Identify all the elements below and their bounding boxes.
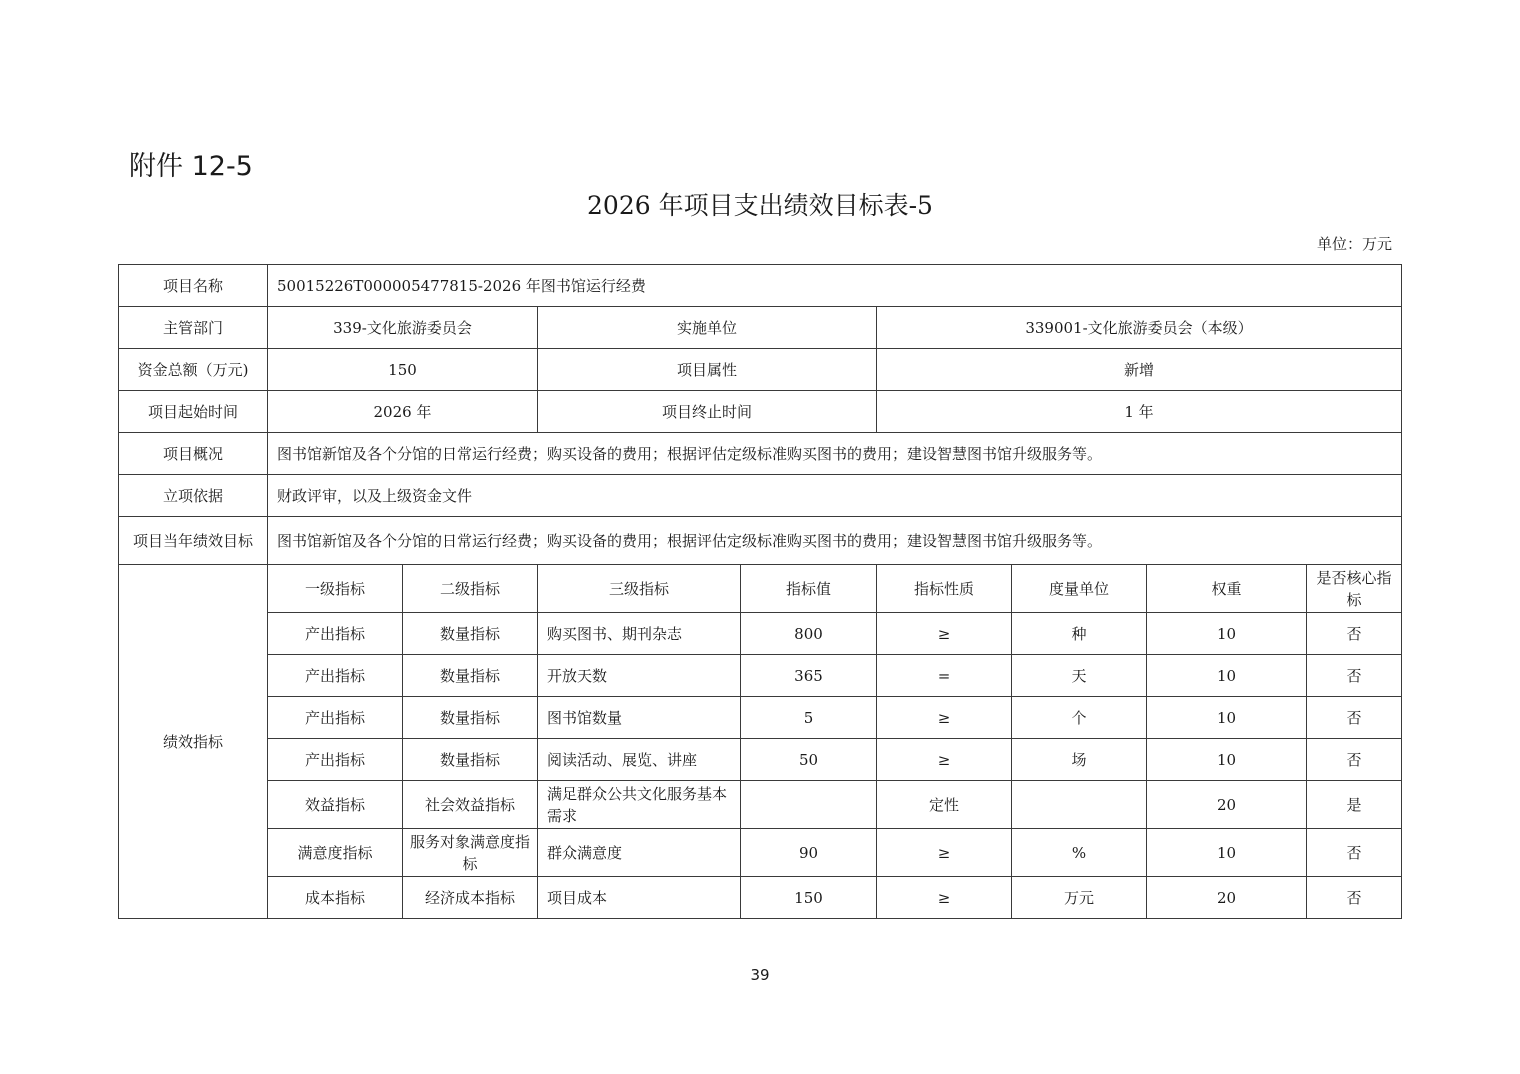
level2-cell: 社会效益指标	[403, 781, 538, 829]
project-name-value: 50015226T000005477815-2026 年图书馆运行经费	[268, 265, 1402, 307]
nature-cell: =	[877, 655, 1012, 697]
unit-cell: 天	[1012, 655, 1147, 697]
level1-cell: 产出指标	[268, 655, 403, 697]
end-value: 1 年	[877, 391, 1402, 433]
level3-cell: 开放天数	[538, 655, 741, 697]
core-cell: 否	[1307, 655, 1402, 697]
nature-cell: ≥	[877, 877, 1012, 919]
level1-cell: 满意度指标	[268, 829, 403, 877]
funds-value: 150	[268, 349, 538, 391]
level3-cell: 群众满意度	[538, 829, 741, 877]
row-dept	[119, 307, 1402, 349]
weight-cell: 20	[1147, 781, 1307, 829]
level2-cell: 服务对象满意度指标	[403, 829, 538, 877]
row-overview	[119, 433, 1402, 475]
header-level3: 三级指标	[538, 565, 741, 613]
level3-cell: 项目成本	[538, 877, 741, 919]
nature-cell: ≥	[877, 829, 1012, 877]
weight-cell: 10	[1147, 613, 1307, 655]
nature-cell: 定性	[877, 781, 1012, 829]
nature-cell: ≥	[877, 739, 1012, 781]
core-cell: 否	[1307, 613, 1402, 655]
row-goal	[119, 517, 1402, 565]
level2-cell: 数量指标	[403, 697, 538, 739]
level3-cell: 图书馆数量	[538, 697, 741, 739]
unit-cell: %	[1012, 829, 1147, 877]
weight-cell: 10	[1147, 697, 1307, 739]
weight-cell: 20	[1147, 877, 1307, 919]
impl-value: 339001-文化旅游委员会（本级）	[877, 307, 1402, 349]
level1-cell: 产出指标	[268, 613, 403, 655]
level3-cell: 阅读活动、展览、讲座	[538, 739, 741, 781]
core-cell: 否	[1307, 739, 1402, 781]
header-level1: 一级指标	[268, 565, 403, 613]
header-weight: 权重	[1147, 565, 1307, 613]
value-cell: 50	[741, 739, 877, 781]
level2-cell: 数量指标	[403, 655, 538, 697]
table-row	[119, 877, 1402, 919]
value-cell: 150	[741, 877, 877, 919]
level1-cell: 产出指标	[268, 697, 403, 739]
weight-cell: 10	[1147, 655, 1307, 697]
project-name-label: 项目名称	[119, 265, 268, 307]
core-cell: 是	[1307, 781, 1402, 829]
table-row	[119, 739, 1402, 781]
value-cell: 365	[741, 655, 877, 697]
overview-value: 图书馆新馆及各个分馆的日常运行经费；购买设备的费用；根据评估定级标准购买图书的费用；建设智慧图书馆升级服务等。	[268, 433, 1402, 475]
level3-cell: 满足群众公共文化服务基本需求	[538, 781, 741, 829]
page-number: 39	[750, 966, 770, 984]
value-cell: 5	[741, 697, 877, 739]
row-time	[119, 391, 1402, 433]
unit-cell	[1012, 781, 1147, 829]
level2-cell: 数量指标	[403, 739, 538, 781]
start-value: 2026 年	[268, 391, 538, 433]
weight-cell: 10	[1147, 739, 1307, 781]
overview-label: 项目概况	[119, 433, 268, 475]
table-row	[119, 655, 1402, 697]
level1-cell: 产出指标	[268, 739, 403, 781]
row-basis	[119, 475, 1402, 517]
unit-label: 单位：万元	[1316, 235, 1392, 253]
header-core: 是否核心指标	[1307, 565, 1402, 613]
nature-cell: ≥	[877, 697, 1012, 739]
weight-cell: 10	[1147, 829, 1307, 877]
table-row	[119, 697, 1402, 739]
attr-label: 项目属性	[538, 349, 877, 391]
unit-cell: 种	[1012, 613, 1147, 655]
level2-cell: 数量指标	[403, 613, 538, 655]
goal-label: 项目当年绩效目标	[119, 517, 268, 565]
funds-label: 资金总额（万元)	[119, 349, 268, 391]
unit-cell: 场	[1012, 739, 1147, 781]
performance-table	[118, 264, 1402, 919]
level2-cell: 经济成本指标	[403, 877, 538, 919]
level1-cell: 效益指标	[268, 781, 403, 829]
attr-value: 新增	[877, 349, 1402, 391]
end-label: 项目终止时间	[538, 391, 877, 433]
table-row	[119, 781, 1402, 829]
header-nature: 指标性质	[877, 565, 1012, 613]
start-label: 项目起始时间	[119, 391, 268, 433]
core-cell: 否	[1307, 829, 1402, 877]
nature-cell: ≥	[877, 613, 1012, 655]
core-cell: 否	[1307, 877, 1402, 919]
goal-value: 图书馆新馆及各个分馆的日常运行经费；购买设备的费用；根据评估定级标准购买图书的费用；建设智慧图书馆升级服务等。	[268, 517, 1402, 565]
header-unit: 度量单位	[1012, 565, 1147, 613]
table-row	[119, 829, 1402, 877]
row-funds	[119, 349, 1402, 391]
perf-header-row	[119, 565, 1402, 613]
perf-label: 绩效指标	[119, 565, 268, 919]
dept-value: 339-文化旅游委员会	[268, 307, 538, 349]
table-row	[119, 613, 1402, 655]
impl-label: 实施单位	[538, 307, 877, 349]
basis-label: 立项依据	[119, 475, 268, 517]
header-value: 指标值	[741, 565, 877, 613]
header-level2: 二级指标	[403, 565, 538, 613]
value-cell	[741, 781, 877, 829]
page-title: 2026 年项目支出绩效目标表-5	[587, 191, 933, 220]
dept-label: 主管部门	[119, 307, 268, 349]
value-cell: 800	[741, 613, 877, 655]
level3-cell: 购买图书、期刊杂志	[538, 613, 741, 655]
value-cell: 90	[741, 829, 877, 877]
unit-cell: 万元	[1012, 877, 1147, 919]
level1-cell: 成本指标	[268, 877, 403, 919]
row-project-name	[119, 265, 1402, 307]
core-cell: 否	[1307, 697, 1402, 739]
attachment-label: 附件 12-5	[129, 151, 253, 182]
unit-cell: 个	[1012, 697, 1147, 739]
basis-value: 财政评审，以及上级资金文件	[268, 475, 1402, 517]
